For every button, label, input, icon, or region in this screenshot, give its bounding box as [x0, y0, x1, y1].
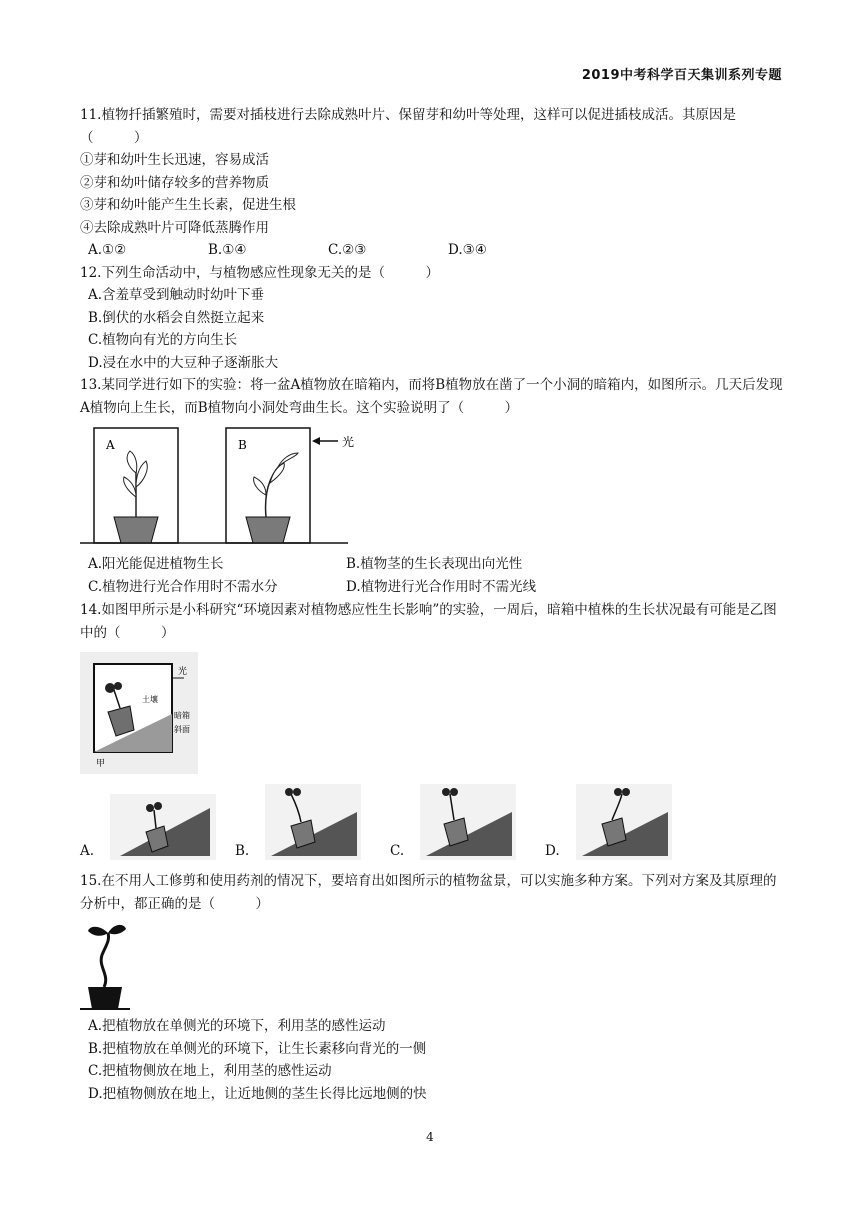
leaf-a: [136, 461, 147, 487]
question-14-choices: [80, 782, 784, 860]
flower-pot-a: [114, 517, 158, 543]
question-12: [80, 262, 784, 375]
page-number: 4: [426, 1130, 434, 1144]
slope-dark-box-figure: [80, 652, 198, 774]
light-arrow-head: [312, 437, 320, 445]
question-15-option-a[interactable]: A.把植物放在单侧光的环境下，利用茎的感性运动: [88, 1018, 386, 1034]
figure-label-light: 光: [178, 667, 188, 677]
question-14-choice-d[interactable]: [545, 784, 700, 860]
question-11-option-d[interactable]: D.③④: [448, 242, 487, 258]
choice-a-image: [110, 794, 216, 860]
question-15-option-d[interactable]: D.把植物侧放在地上，让近地侧的茎生长得比远地侧的快: [88, 1085, 427, 1102]
question-15-stem: 15.在不用人工修剪和使用药剂的情况下，要培育出如图所示的植物盆景，可以实施多种方案。下列对方案及其原理的分析中，都正确的是（ ）: [80, 873, 777, 912]
question-14-figure-jia: [80, 652, 784, 774]
question-15-option-b[interactable]: B.把植物放在单侧光的环境下，让生长素移向背光的一侧: [88, 1040, 427, 1057]
figure-label-b: B: [238, 438, 247, 452]
question-11-item-3: ③芽和幼叶能产生生长素，促进生根: [80, 197, 296, 213]
question-11-option-a[interactable]: A.①②: [88, 242, 127, 258]
question-12-option-c[interactable]: C.植物向有光的方向生长: [88, 332, 238, 348]
plant-leaf: [114, 682, 122, 690]
choice-label-b: B.: [235, 843, 250, 859]
question-11-option-c[interactable]: C.②③: [328, 242, 367, 258]
question-13-figure: [80, 425, 784, 549]
question-14-stem: 14.如图甲所示是小科研究“环境因素对植物感应性生长影响”的实验，一周后，暗箱中植株的生长状况最有可能是乙图中的（ ）: [80, 602, 777, 641]
question-13-option-b[interactable]: B.植物茎的生长表现出向光性: [346, 556, 523, 572]
question-13-option-c[interactable]: C.植物进行光合作用时不需水分: [88, 579, 278, 595]
plant-leaf: [105, 683, 115, 693]
question-12-option-a[interactable]: A.含羞草受到触动时幼叶下垂: [88, 287, 265, 303]
question-14-choice-a[interactable]: [80, 794, 235, 860]
page-content: [80, 104, 784, 1105]
question-15-figure: [80, 921, 784, 1011]
leaf-a: [127, 451, 137, 473]
figure-label-a: A: [106, 438, 115, 452]
choice-b-image: [265, 784, 361, 860]
figure-label-light: 光: [342, 435, 355, 449]
bonsai-plant-figure: [80, 921, 130, 1011]
question-11-item-4: ④去除成熟叶片可降低蒸腾作用: [80, 219, 269, 236]
question-12-option-b[interactable]: B.倒伏的水稻会自然挺立起来: [88, 309, 265, 326]
choice-label-c: C.: [390, 843, 405, 859]
question-12-option-d[interactable]: D.浸在水中的大豆种子逐渐胀大: [88, 354, 279, 371]
question-14: [80, 599, 784, 860]
choice-c-image: [420, 784, 516, 860]
question-13: [80, 374, 784, 599]
leaf-b: [254, 477, 266, 495]
choice-d-image: [576, 784, 672, 860]
flower-pot-b: [246, 517, 290, 543]
question-11-item-1: ①芽和幼叶生长迅速，容易成活: [80, 152, 269, 168]
figure-label-soil: 土壤: [142, 695, 158, 704]
question-11-options: [80, 239, 784, 262]
question-15-option-c[interactable]: C.把植物侧放在地上，利用茎的感性运动: [88, 1063, 332, 1079]
figure-label-jia: 甲: [96, 759, 106, 769]
page-header: 2019中考科学百天集训系列专题: [581, 68, 782, 83]
figure-label-slope: 斜面: [174, 725, 190, 734]
question-13-stem: 13.某同学进行如下的实验：将一盆A植物放在暗箱内，而将B植物放在凿了一个小洞的暗箱内，如图所示。几天后发现A植物向上生长，而B植物向小洞处弯曲生长。这个实验说明了（ ）: [80, 377, 783, 416]
question-11: [80, 104, 784, 262]
question-11-stem: 11.植物扦插繁殖时，需要对插枝进行去除成熟叶片、保留芽和幼叶等处理，这样可以促进插枝成活。其原因是（ ）: [80, 107, 736, 146]
question-11-option-b[interactable]: B.①④: [208, 242, 247, 258]
choice-label-a: A.: [80, 843, 95, 859]
question-13-option-a[interactable]: A.阳光能促进植物生长: [88, 556, 224, 572]
question-12-stem: 12.下列生命活动中，与植物感应性现象无关的是（ ）: [80, 264, 439, 281]
question-13-option-d[interactable]: D.植物进行光合作用时不需光线: [346, 579, 537, 595]
leaf-b: [270, 463, 284, 483]
leaf-a: [124, 477, 136, 497]
question-14-choice-c[interactable]: [390, 784, 545, 860]
question-15: [80, 870, 784, 1105]
choice-label-d: D.: [545, 843, 560, 859]
question-14-choice-b[interactable]: [235, 784, 390, 860]
question-13-options: [80, 553, 784, 599]
figure-label-box: 暗箱: [174, 711, 190, 720]
dark-box-experiment-figure: [80, 425, 360, 549]
question-11-item-2: ②芽和幼叶储存较多的营养物质: [80, 174, 269, 191]
